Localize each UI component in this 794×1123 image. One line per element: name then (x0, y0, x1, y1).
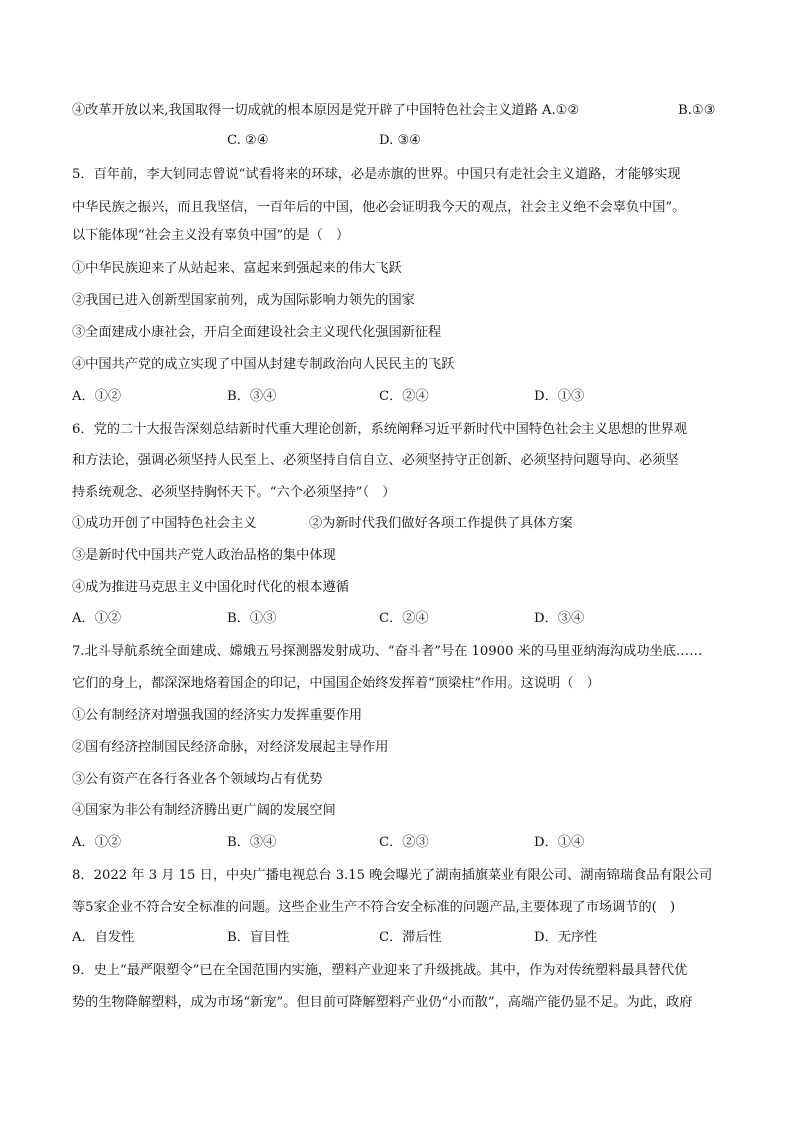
q8-option-c: C．滞后性 (379, 930, 442, 945)
q7-stem-line-2: 它们的身上，都深深地烙着国企的印记，中国国企始终发挥着“顶梁柱”作用。这说明（ ） (72, 676, 600, 691)
q8-stem-line-2: 等5家企业不符合安全标准的问题。这些企业生产不符合安全标准的问题产品,主要体现了市场调节的( ) (72, 900, 676, 915)
q5-statement-4: ④中国共产党的成立实现了中国从封建专制政治向人民民主的飞跃 (72, 357, 455, 372)
q6-options (72, 609, 734, 629)
q4-option-d: D. ③④ (379, 133, 422, 148)
q5-option-d: D．①③ (534, 389, 585, 404)
q7-option-a: A．①② (72, 835, 122, 850)
q7-statement-3: ③公有资产在各行各业各个领域均占有优势 (72, 772, 323, 787)
q4-options-row (72, 131, 734, 151)
q7-statement-4: ④国家为非公有制经济腾出更广阔的发展空间 (72, 803, 336, 818)
q8-stem-line-1: 8．2022 年 3 月 15 日，中央广播电视总台 3.15 晚会曝光了湖南插旗菜业有限公司、湖南锦瑞食品有限公司 (72, 868, 713, 883)
q7-option-b: B．③④ (227, 835, 277, 850)
q8-option-d: D．无序性 (534, 930, 598, 945)
q5-stem-line-1: 5．百年前，李大钊同志曾说“试看将来的环球，必是赤旗的世界。中国只有走社会主义道路，才能够实现 (72, 167, 681, 182)
q6-statement-2: ②为新时代我们做好各项工作提供了具体方案 (309, 516, 573, 531)
q7-statement-1: ①公有制经济对增强我国的经济实力发挥重要作用 (72, 708, 363, 723)
q5-statement-2: ②我国已进入创新型国家前列，成为国际影响力领先的国家 (72, 293, 415, 308)
q8-option-b: B．盲目性 (227, 930, 290, 945)
q5-statement-1: ①中华民族迎来了从站起来、富起来到强起来的伟大飞跃 (72, 261, 402, 276)
q6-stem-line-3: 持系统观念、必须坚持胸怀天下。“六个必须坚持”（ ） (72, 485, 396, 500)
q4-option-b: B.①③ (678, 103, 716, 118)
q5-option-b: B．③④ (227, 389, 277, 404)
q6-statement-1: ①成功开创了中国特色社会主义 (72, 516, 257, 531)
q4-statement-4: ④改革开放以来,我国取得一切成就的根本原因是党开辟了中国特色社会主义道路 A.①② (72, 103, 580, 118)
q6-statement-3: ③是新时代中国共产党人政治品格的集中体现 (72, 548, 336, 563)
q7-option-d: D．①④ (534, 835, 585, 850)
q5-option-a: A．①② (72, 389, 122, 404)
q9-stem-line-2: 势的生物降解塑料，成为市场“新宠”。但目前可降解塑料产业仍“小而散”，高端产能仍显不足。为此，政府 (72, 995, 693, 1010)
q5-option-c: C．②④ (379, 389, 429, 404)
q7-stem-line-1: 7.北斗导航系统全面建成、嫦娥五号探测器发射成功、“奋斗者”号在 10900 米的马里亚纳海沟成功坐底…… (72, 644, 703, 659)
q6-stem-line-2: 和方法论，强调必须坚持人民至上、必须坚持自信自立、必须坚持守正创新、必须坚持问题导向、必须坚 (72, 453, 679, 468)
q6-option-d: D．③④ (534, 611, 585, 626)
q6-statement-4: ④成为推进马克思主义中国化时代化的根本遵循 (72, 580, 349, 595)
q7-options (72, 833, 734, 853)
q4-option-c: C. ②④ (227, 133, 269, 148)
q6-option-c: C．②④ (379, 611, 429, 626)
q5-stem-line-2: 中华民族之振兴，而且我坚信，一百年后的中国，他必会证明我今天的观点，社会主义绝不会辜负中国”。 (72, 200, 686, 215)
q5-options (72, 387, 734, 407)
q6-stem-line-1: 6．党的二十大报告深刻总结新时代重大理论创新，系统阐释习近平新时代中国特色社会主义思想的世界观 (72, 422, 688, 437)
q4-statement-4-row (72, 101, 734, 121)
q6-option-b: B．①③ (227, 611, 277, 626)
q5-stem-line-3: 以下能体现“社会主义没有辜负中国”的是（ ） (72, 228, 350, 243)
q7-option-c: C．②③ (379, 835, 429, 850)
q9-stem-line-1: 9．史上“最严限塑令”已在全国范围内实施，塑料产业迎来了升级挑战。其中，作为对传统塑料最具替代优 (72, 963, 688, 978)
q8-options (72, 928, 734, 948)
q6-option-a: A．①② (72, 611, 122, 626)
q8-option-a: A．自发性 (72, 930, 135, 945)
q5-statement-3: ③全面建成小康社会，开启全面建设社会主义现代化强国新征程 (72, 325, 442, 340)
q7-statement-2: ②国有经济控制国民经济命脉，对经济发展起主导作用 (72, 740, 389, 755)
q6-statements-row-1 (72, 514, 734, 534)
